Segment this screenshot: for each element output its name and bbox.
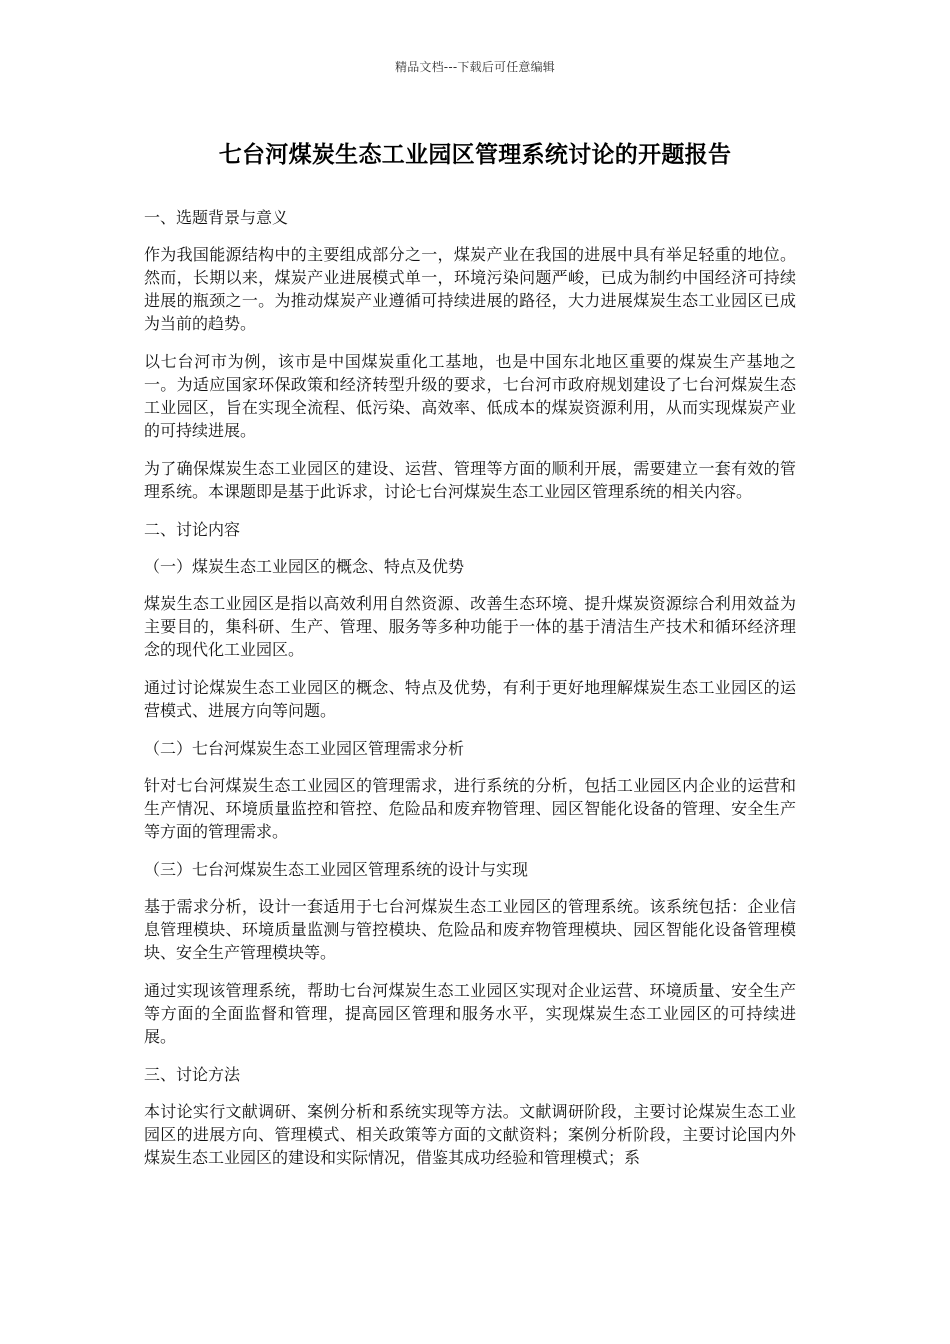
header-note: 精品文档---下载后可任意编辑	[395, 60, 555, 74]
subsection-heading-concept: （一）煤炭生态工业园区的概念、特点及优势	[144, 557, 465, 576]
paragraph: 本讨论实行文献调研、案例分析和系统实现等方法。文献调研阶段，主要讨论煤炭生态工业园区的进展方向、管理模式、相关政策等方面的文献资料；案例分析阶段，主要讨论国内外煤炭生态工业园区的建设和实际情况，借鉴其成功经验和管理模式；系	[144, 1102, 796, 1167]
paragraph: 针对七台河煤炭生态工业园区的管理需求，进行系统的分析，包括工业园区内企业的运营和生产情况、环境质量监控和管控、危险品和废弃物管理、园区智能化设备的管理、安全生产等方面的管理需求。	[144, 776, 796, 841]
subsection-heading-requirements: （二）七台河煤炭生态工业园区管理需求分析	[144, 739, 465, 758]
paragraph: 为了确保煤炭生态工业园区的建设、运营、管理等方面的顺利开展，需要建立一套有效的管理系统。本课题即是基于此诉求，讨论七台河煤炭生态工业园区管理系统的相关内容。	[144, 459, 796, 501]
subsection-heading-design: （三）七台河煤炭生态工业园区管理系统的设计与实现	[144, 860, 529, 879]
paragraph: 作为我国能源结构中的主要组成部分之一，煤炭产业在我国的进展中具有举足轻重的地位。然而，长期以来，煤炭产业进展模式单一，环境污染问题严峻，已成为制约中国经济可持续进展的瓶颈之一。为推动煤炭产业遵循可持续进展的路径，大力进展煤炭生态工业园区已成为当前的趋势。	[144, 245, 796, 333]
section-heading-background: 一、选题背景与意义	[144, 208, 289, 227]
paragraph: 以七台河市为例，该市是中国煤炭重化工基地，也是中国东北地区重要的煤炭生产基地之一。为适应国家环保政策和经济转型升级的要求，七台河市政府规划建设了七台河煤炭生态工业园区，旨在实现全流程、低污染、高效率、低成本的煤炭资源利用，从而实现煤炭产业的可持续进展。	[144, 352, 796, 440]
document-body	[144, 206, 796, 1184]
paragraph: 通过实现该管理系统，帮助七台河煤炭生态工业园区实现对企业运营、环境质量、安全生产等方面的全面监督和管理，提高园区管理和服务水平，实现煤炭生态工业园区的可持续进展。	[144, 981, 796, 1046]
section-heading-content: 二、讨论内容	[144, 520, 241, 539]
page-title: 七台河煤炭生态工业园区管理系统讨论的开题报告	[218, 142, 732, 168]
section-heading-methods: 三、讨论方法	[144, 1065, 241, 1084]
paragraph: 通过讨论煤炭生态工业园区的概念、特点及优势，有利于更好地理解煤炭生态工业园区的运营模式、进展方向等问题。	[144, 678, 796, 720]
paragraph: 基于需求分析，设计一套适用于七台河煤炭生态工业园区的管理系统。该系统包括：企业信息管理模块、环境质量监测与管控模块、危险品和废弃物管理模块、园区智能化设备管理模块、安全生产管理模块等。	[144, 897, 796, 962]
paragraph: 煤炭生态工业园区是指以高效利用自然资源、改善生态环境、提升煤炭资源综合利用效益为主要目的，集科研、生产、管理、服务等多种功能于一体的基于清洁生产技术和循环经济理念的现代化工业园区。	[144, 594, 796, 659]
